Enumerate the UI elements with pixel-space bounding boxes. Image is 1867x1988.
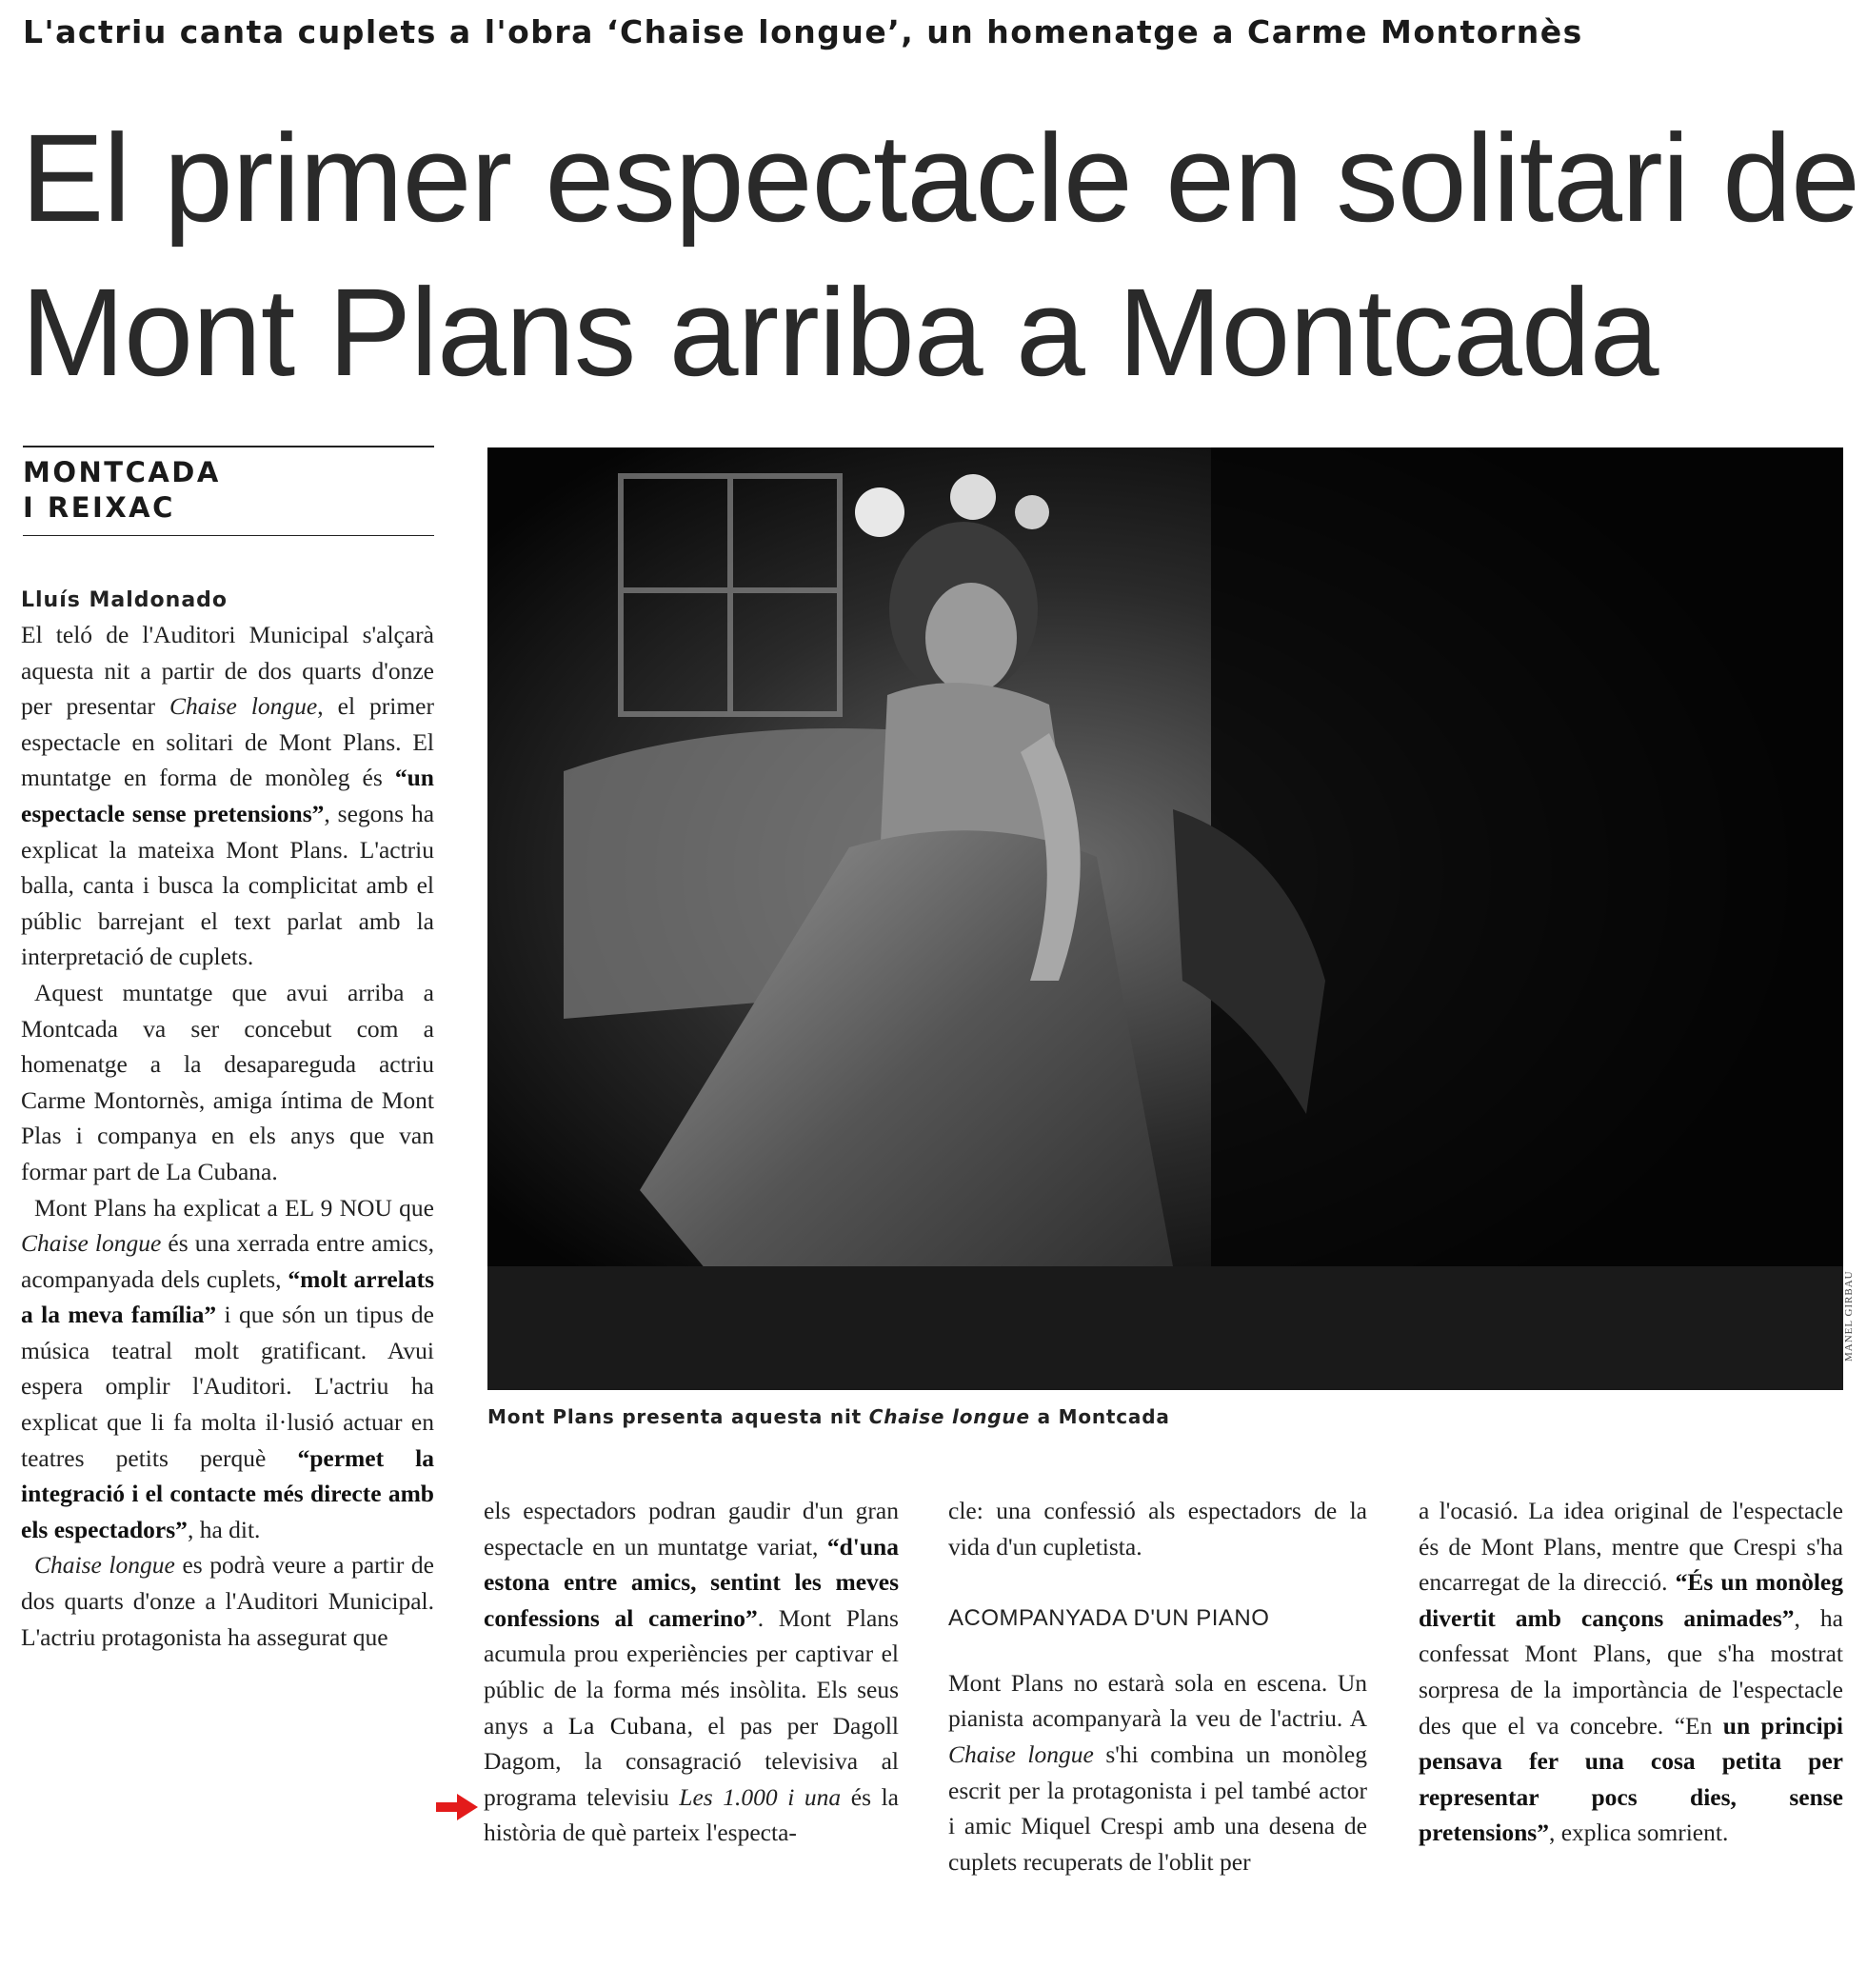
headline-line-1: El primer espectacle en solitari de bbox=[21, 108, 1859, 248]
col4-paragraph-1: a l'ocasió. La idea original de l'espectacle és de Mont Plans, mentre que Crespi s'ha encarregat de la direcció. “És un monòleg divertit amb cançons animades”, ha confessat Mont Plans, que s'ha mostrat sorpresa de la importància de l'espectacle des que el va concebre. “En un principi pensava fer una cosa petita per representar pocs dies, sense pretensions”, explica somrient. bbox=[1419, 1497, 1844, 1847]
headline-line-2: Mont Plans arriba a Montcada bbox=[21, 262, 1658, 402]
section-line-2: I REIXAC bbox=[23, 491, 175, 524]
article-photo bbox=[487, 447, 1843, 1390]
col1-paragraph-4: Chaise longue es podrà veure a partir de dos quarts d'onze a l'Auditori Municipal. L'actriu protagonista ha assegurat que bbox=[21, 1551, 434, 1651]
col1-paragraph-2: Aquest muntatge que avui arriba a Montcada va ser concebut com a homenatge a la desapareguda actriu Carme Montornès, amiga íntima de Mont Plas i companya en els anys que van formar part de La Cubana. bbox=[21, 978, 434, 1185]
photo-illustration bbox=[487, 447, 1843, 1390]
photo-caption: Mont Plans presenta aquesta nit Chaise longue a Montcada bbox=[487, 1405, 1170, 1428]
column-2 bbox=[484, 1493, 899, 1851]
section-line-1: MONTCADA bbox=[23, 456, 221, 488]
col3-subheading: ACOMPANYADA D'UN PIANO bbox=[948, 1605, 1270, 1632]
column-3 bbox=[948, 1493, 1367, 1879]
column-1 bbox=[21, 617, 434, 1655]
col1-paragraph-1: El teló de l'Auditori Municipal s'alçarà aquesta nit a partir de dos quarts d'onze per presentar Chaise longue, el primer espectacle en solitari de Mont Plans. El muntatge en forma de monòleg és “un espectacle sense pretensions”, segons ha explicat la mateixa Mont Plans. L'actriu balla, canta i busca la complicitat amb el públic barrejant el text parlat amb la interpretació de cuplets. bbox=[21, 621, 435, 971]
col3-paragraph-1: cle: una confessió als espectadors de la vida d'un cupletista. bbox=[948, 1497, 1367, 1561]
red-arrow-icon bbox=[436, 1794, 478, 1820]
article-kicker: L'actriu canta cuplets a l'obra ‘Chaise longue’, un homenatge a Carme Montornès bbox=[23, 13, 1583, 50]
column-4 bbox=[1419, 1493, 1843, 1851]
byline: Lluís Maldonado bbox=[21, 588, 228, 612]
article-headline bbox=[21, 101, 1859, 409]
col2-paragraph-1: els espectadors podran gaudir d'un gran espectacle en un muntatge variat, “d'una estona entre amics, sentint les meves confessions al camerino”. Mont Plans acumula prou experiències per captivar el públic de la forma més insòlita. Els seus anys a La Cubana, el pas per Dagoll Dagom, la consagració televisiva al programa televisiu Les 1.000 i una és la història de què parteix l'especta- bbox=[484, 1497, 900, 1847]
col1-paragraph-3: Mont Plans ha explicat a EL 9 NOU que Chaise longue és una xerrada entre amics, acompanyada dels cuplets, “molt arrelats a la meva família” i que són un tipus de música teatral molt gratificant. Avui espera omplir l'Auditori. L'actriu ha explicat que li fa molta il·lusió actuar en teatres petits perquè “permet la integració i el contacte més directe amb els espectadors”, ha dit. bbox=[21, 1193, 435, 1543]
col3-paragraph-2: Mont Plans no estarà sola en escena. Un pianista acompanyarà la veu de l'actriu. A Chaise longue s'hi combina un monòleg escrit per la protagonista i pel també actor i amic Miquel Crespi amb una desena de cuplets recuperats de l'oblit per bbox=[948, 1668, 1367, 1876]
section-rule bbox=[23, 446, 434, 447]
section-label bbox=[23, 455, 423, 526]
section-rule-bottom bbox=[23, 535, 434, 536]
photo-credit: MANEL GIRBAU bbox=[1843, 1270, 1855, 1362]
